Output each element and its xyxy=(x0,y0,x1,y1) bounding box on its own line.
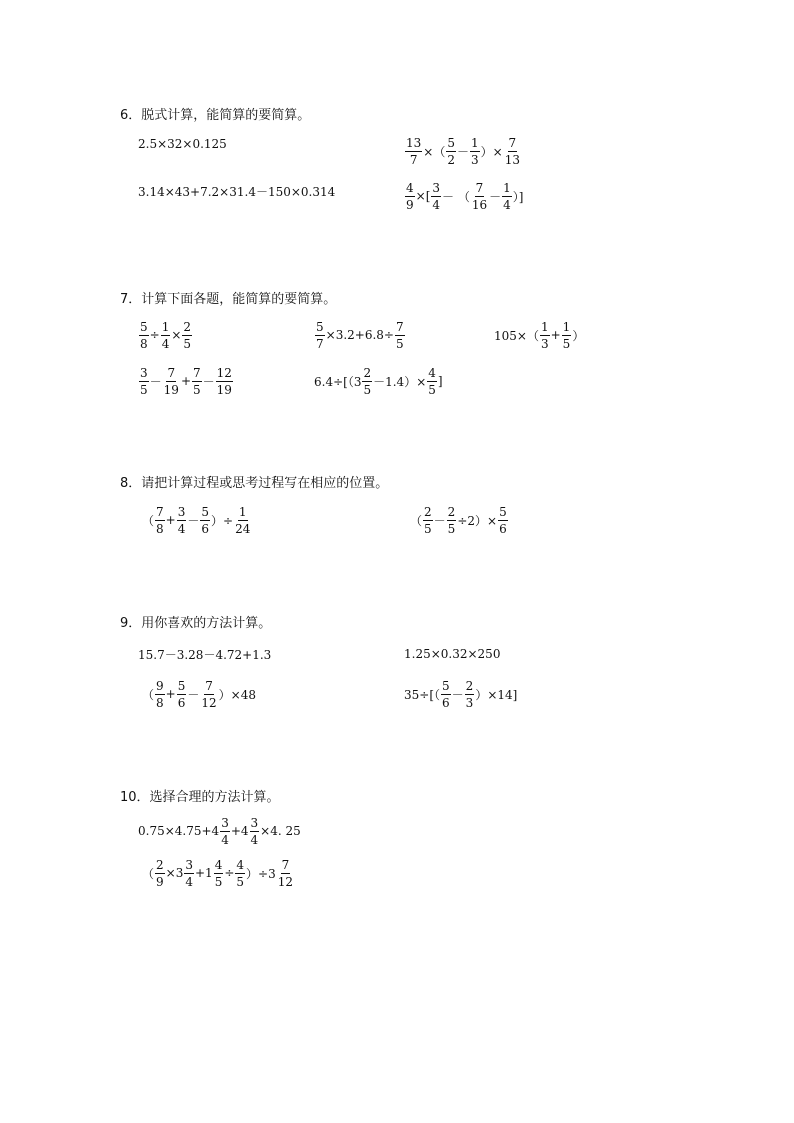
fraction xyxy=(177,506,187,535)
fraction xyxy=(184,859,194,888)
fraction xyxy=(155,506,165,535)
fraction-numerator: 13 xyxy=(406,135,422,150)
fraction-numerator: 5 xyxy=(499,504,507,519)
fraction xyxy=(471,182,488,211)
fraction xyxy=(540,321,550,350)
fraction-denominator: 5 xyxy=(428,382,436,397)
fraction xyxy=(234,506,251,535)
expression-text: + xyxy=(165,513,176,527)
fraction-numerator: 1 xyxy=(562,319,571,334)
fraction xyxy=(446,137,456,166)
fraction xyxy=(200,506,210,535)
question-7-heading: 7．计算下面各题，能简算的要简算。 xyxy=(120,292,337,307)
expression-text: ）÷ xyxy=(211,513,234,528)
fraction-denominator: 9 xyxy=(156,874,164,889)
fraction xyxy=(395,321,405,350)
fraction xyxy=(163,367,180,396)
fraction xyxy=(447,506,457,535)
fraction-denominator: 5 xyxy=(214,874,223,889)
question-7-problem-1 xyxy=(138,315,193,355)
fraction xyxy=(214,859,224,888)
fraction xyxy=(423,506,433,535)
fraction-denominator: 7 xyxy=(316,336,324,351)
fraction-numerator: 4 xyxy=(214,857,223,872)
fraction xyxy=(250,817,260,846)
fraction-denominator: 19 xyxy=(163,382,179,397)
question-10-problem-2 xyxy=(142,853,295,893)
question-6-problem-4 xyxy=(404,176,523,216)
expression-text: ×3 xyxy=(165,866,184,880)
fraction xyxy=(200,680,217,709)
fraction xyxy=(315,321,325,350)
question-8-problem-1 xyxy=(142,500,252,540)
expression-text: （ xyxy=(142,687,155,702)
question-10-heading: 10．选择合理的方法计算。 xyxy=(120,790,280,805)
expression-text: +4 xyxy=(230,824,249,838)
fraction xyxy=(155,680,165,709)
fraction-denominator: 8 xyxy=(156,695,164,710)
expression-text: － xyxy=(187,513,200,528)
fraction-denominator: 4 xyxy=(177,521,186,536)
question-6-heading: 6．脱式计算，能简算的要简算。 xyxy=(120,108,311,123)
fraction-numerator: 3 xyxy=(177,504,186,519)
question-9-heading: 9．用你喜欢的方法计算。 xyxy=(120,616,272,631)
fraction-numerator: 1 xyxy=(471,135,479,150)
fraction-numerator: 7 xyxy=(167,365,176,380)
fraction xyxy=(139,367,149,396)
expression-text: － xyxy=(456,144,469,159)
fraction-denominator: 4 xyxy=(503,197,511,212)
fraction xyxy=(192,367,202,396)
fraction xyxy=(504,137,521,166)
expression-text: + xyxy=(550,328,561,342)
fraction-numerator: 2 xyxy=(156,857,164,872)
expression-text: ×[ xyxy=(415,189,431,203)
fraction-denominator: 6 xyxy=(201,521,210,536)
expression-text: 2.5×32×0.125 xyxy=(138,137,227,151)
fraction xyxy=(441,680,451,709)
fraction xyxy=(216,367,233,396)
expression-text: － （ xyxy=(442,189,470,204)
fraction-numerator: 2 xyxy=(363,365,372,380)
expression-text: （ xyxy=(142,513,155,528)
fraction xyxy=(405,137,422,166)
fraction-denominator: 5 xyxy=(140,382,148,397)
fraction-denominator: 2 xyxy=(447,152,455,167)
fraction-denominator: 4 xyxy=(432,197,441,212)
fraction-denominator: 4 xyxy=(185,874,193,889)
fraction-numerator: 5 xyxy=(447,135,455,150)
expression-text: ] xyxy=(437,374,443,388)
fraction-denominator: 5 xyxy=(193,382,201,397)
fraction-numerator: 7 xyxy=(508,135,517,150)
expression-text: － xyxy=(489,189,502,204)
fraction-numerator: 5 xyxy=(442,678,450,693)
fraction-denominator: 16 xyxy=(471,197,488,212)
expression-text: 6.4÷[（3 xyxy=(314,374,362,389)
fraction-denominator: 13 xyxy=(504,152,520,167)
expression-text: （ xyxy=(410,513,423,528)
fraction-numerator: 7 xyxy=(156,504,164,519)
fraction-denominator: 6 xyxy=(499,521,507,536)
fraction-denominator: 5 xyxy=(562,336,571,351)
fraction-denominator: 5 xyxy=(395,336,404,351)
expression-text: －1.4）× xyxy=(373,374,427,389)
expression-text: 105×（ xyxy=(494,328,539,343)
question-6-problem-3 xyxy=(138,171,335,211)
fraction-denominator: 4 xyxy=(250,832,259,847)
fraction xyxy=(427,367,437,396)
fraction-numerator: 7 xyxy=(395,319,404,334)
expression-text: ）] xyxy=(512,189,524,204)
fraction-numerator: 3 xyxy=(185,857,193,872)
fraction-numerator: 2 xyxy=(447,504,456,519)
fraction-denominator: 3 xyxy=(540,336,549,351)
fraction xyxy=(235,859,245,888)
fraction-denominator: 12 xyxy=(201,695,217,710)
question-8-problem-2 xyxy=(410,500,509,540)
expression-text: － xyxy=(149,374,162,389)
fraction-numerator: 12 xyxy=(216,365,232,380)
expression-text: － xyxy=(451,687,464,702)
fraction-numerator: 3 xyxy=(250,815,259,830)
fraction-numerator: 1 xyxy=(503,180,511,195)
fraction-denominator: 3 xyxy=(465,695,474,710)
fraction-numerator: 7 xyxy=(281,857,290,872)
fraction-numerator: 7 xyxy=(205,678,213,693)
expression-text: （ xyxy=(142,866,155,881)
fraction-denominator: 19 xyxy=(216,382,232,397)
question-9-problem-4 xyxy=(404,674,517,714)
fraction-numerator: 5 xyxy=(177,678,186,693)
fraction-numerator: 3 xyxy=(221,815,229,830)
fraction-denominator: 5 xyxy=(447,521,456,536)
expression-text: ×3.2+6.8÷ xyxy=(325,328,394,342)
fraction-denominator: 6 xyxy=(442,695,450,710)
fraction-denominator: 7 xyxy=(409,152,418,167)
fraction xyxy=(161,321,171,350)
question-7-problem-2 xyxy=(314,315,406,355)
fraction-denominator: 6 xyxy=(177,695,186,710)
question-8-heading: 8．请把计算过程或思考过程写在相应的位置。 xyxy=(120,476,389,491)
fraction-numerator: 5 xyxy=(140,319,148,334)
fraction xyxy=(405,182,415,211)
question-6-problem-2 xyxy=(404,131,522,171)
fraction-denominator: 4 xyxy=(161,336,170,351)
question-9-problem-2 xyxy=(404,634,500,674)
fraction-denominator: 5 xyxy=(183,336,192,351)
fraction-numerator: 1 xyxy=(540,319,549,334)
fraction-numerator: 3 xyxy=(432,180,441,195)
fraction-numerator: 9 xyxy=(156,678,164,693)
expression-text: ）× xyxy=(480,144,503,159)
fraction-denominator: 5 xyxy=(424,521,432,536)
fraction-denominator: 12 xyxy=(277,874,294,889)
fraction-numerator: 2 xyxy=(465,678,474,693)
question-7-problem-5 xyxy=(314,361,443,401)
fraction-denominator: 4 xyxy=(221,832,229,847)
question-7-problem-4 xyxy=(138,361,234,401)
expression-text: ）×48 xyxy=(218,687,256,702)
fraction xyxy=(502,182,512,211)
question-9-problem-1 xyxy=(138,634,271,674)
fraction-numerator: 1 xyxy=(238,504,247,519)
expression-text: × xyxy=(171,328,182,342)
expression-text: ÷ xyxy=(224,866,235,880)
fraction-numerator: 1 xyxy=(161,319,170,334)
expression-text: 35÷[（ xyxy=(404,687,441,702)
expression-text: 15.7－3.28－4.72+1.3 xyxy=(138,647,272,662)
fraction-numerator: 2 xyxy=(424,504,432,519)
fraction-numerator: 5 xyxy=(316,319,324,334)
fraction xyxy=(498,506,508,535)
fraction xyxy=(362,367,372,396)
fraction-numerator: 2 xyxy=(183,319,192,334)
expression-text: － xyxy=(187,687,200,702)
expression-text: － xyxy=(202,374,215,389)
expression-text: ×4. 25 xyxy=(260,824,301,838)
question-6-problem-1 xyxy=(138,124,227,164)
expression-text: ） xyxy=(572,328,585,343)
fraction xyxy=(155,859,165,888)
expression-text: ×（ xyxy=(423,144,446,159)
fraction-numerator: 4 xyxy=(428,365,436,380)
expression-text: 3.14×43+7.2×31.4－150×0.314 xyxy=(138,184,336,199)
expression-text: ）×14] xyxy=(475,687,518,702)
fraction-denominator: 3 xyxy=(471,152,479,167)
fraction-numerator: 4 xyxy=(236,857,245,872)
fraction xyxy=(465,680,475,709)
fraction-denominator: 5 xyxy=(236,874,245,889)
fraction-denominator: 5 xyxy=(363,382,372,397)
fraction-numerator: 4 xyxy=(406,180,414,195)
fraction-numerator: 3 xyxy=(140,365,148,380)
fraction xyxy=(277,859,294,888)
fraction-numerator: 7 xyxy=(193,365,201,380)
fraction-denominator: 8 xyxy=(156,521,164,536)
expression-text: ÷ xyxy=(149,328,160,342)
fraction-numerator: 7 xyxy=(475,180,484,195)
question-7-problem-3 xyxy=(494,315,584,355)
expression-text: － xyxy=(433,513,446,528)
fraction xyxy=(139,321,149,350)
fraction xyxy=(562,321,572,350)
question-9-problem-3 xyxy=(142,674,256,714)
fraction xyxy=(220,817,230,846)
fraction-denominator: 8 xyxy=(140,336,148,351)
fraction-denominator: 24 xyxy=(235,521,251,536)
fraction xyxy=(182,321,192,350)
question-10-problem-1 xyxy=(138,811,301,851)
fraction-denominator: 9 xyxy=(406,197,414,212)
expression-text: + xyxy=(180,374,191,388)
expression-text: 0.75×4.75+4 xyxy=(138,824,220,838)
expression-text: 1.25×0.32×250 xyxy=(404,647,501,661)
expression-text: +1 xyxy=(195,866,213,880)
fraction-numerator: 5 xyxy=(201,504,210,519)
fraction xyxy=(177,680,187,709)
expression-text: + xyxy=(165,687,176,701)
fraction xyxy=(470,137,480,166)
expression-text: ÷2）× xyxy=(457,513,498,528)
expression-text: ）÷3 xyxy=(246,866,276,881)
fraction xyxy=(431,182,441,211)
